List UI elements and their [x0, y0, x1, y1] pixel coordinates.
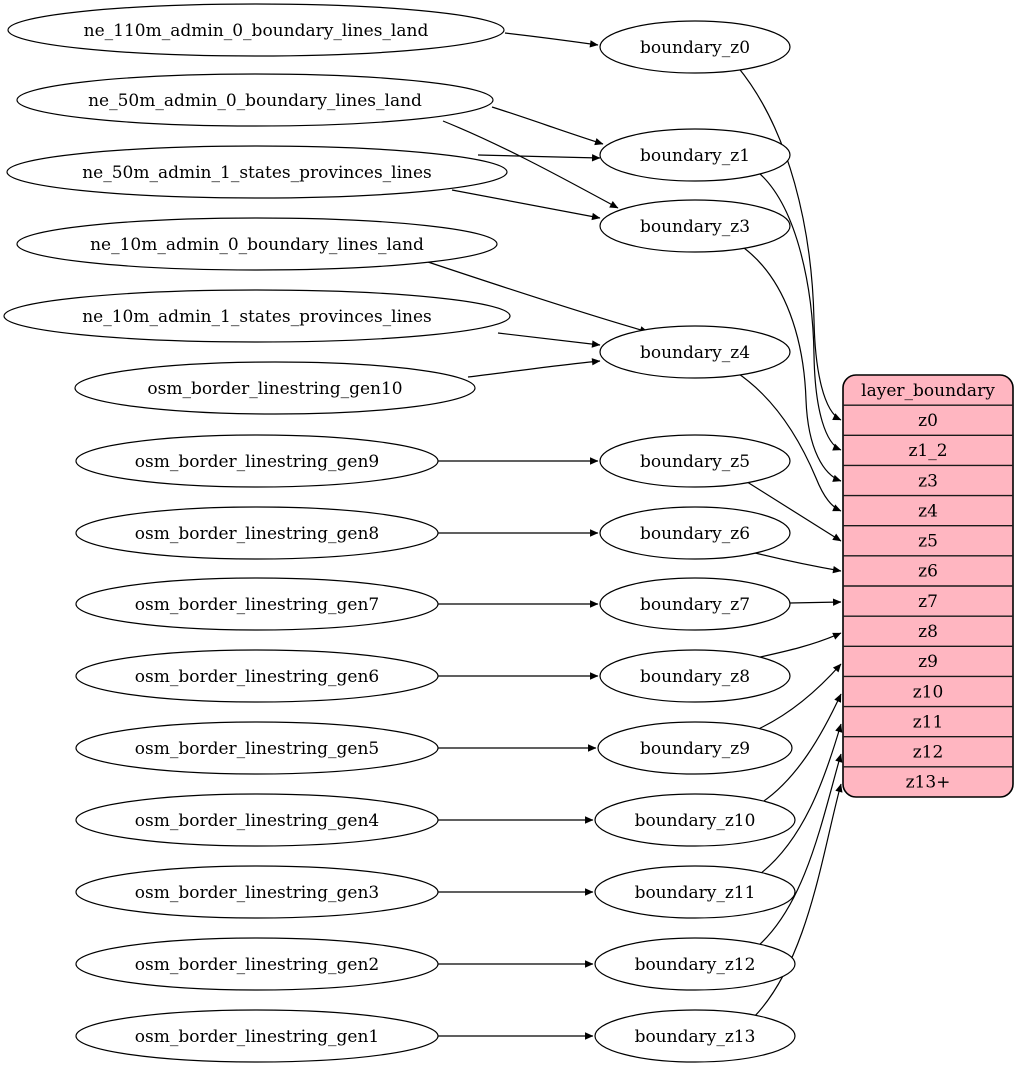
table-row-label-z11: z11: [912, 712, 944, 733]
table-row-label-z13+: z13+: [905, 772, 951, 793]
edge-osm_border_linestring_gen10-to-boundary_z4: [468, 361, 600, 377]
transform-label: boundary_z12: [634, 954, 756, 975]
table-row-label-z12: z12: [912, 742, 944, 763]
table-row-label-z5: z5: [918, 531, 938, 552]
source-label: osm_border_linestring_gen6: [134, 666, 380, 687]
table-row-label-z8: z8: [918, 621, 938, 642]
source-label: ne_110m_admin_0_boundary_lines_land: [83, 20, 429, 41]
edge-boundary_z7-to-z7: [790, 602, 841, 603]
source-node-osm_border_linestring_gen2: [76, 938, 438, 990]
table-layer: [843, 375, 1013, 797]
source-label: osm_border_linestring_gen7: [134, 594, 380, 615]
source-label: ne_10m_admin_0_boundary_lines_land: [90, 234, 424, 255]
transform-node-boundary_z4: [600, 326, 790, 378]
source-label: ne_50m_admin_1_states_provinces_lines: [82, 162, 432, 183]
edge-ne_10m_admin_1_states_provinces_lines-to-boundary_z4: [498, 333, 600, 345]
source-node-ne_10m_admin_1_states_provinces_lines: [4, 290, 510, 342]
transform-label: boundary_z4: [639, 342, 751, 363]
transform-node-boundary_z5: [600, 435, 790, 487]
transform-node-boundary_z12: [595, 938, 795, 990]
source-node-osm_border_linestring_gen7: [76, 578, 438, 630]
source-label: ne_50m_admin_0_boundary_lines_land: [88, 90, 422, 111]
source-node-osm_border_linestring_gen9: [76, 435, 438, 487]
source-node-osm_border_linestring_gen10: [75, 362, 475, 414]
transform-node-boundary_z9: [598, 722, 792, 774]
edge-ne_50m_admin_0_boundary_lines_land-to-boundary_z1: [492, 107, 603, 144]
source-label: osm_border_linestring_gen10: [147, 378, 403, 399]
transform-label: boundary_z0: [639, 37, 751, 58]
source-label: osm_border_linestring_gen3: [134, 882, 380, 903]
source-label: osm_border_linestring_gen5: [134, 738, 380, 759]
source-node-osm_border_linestring_gen1: [76, 1010, 438, 1062]
transform-node-boundary_z8: [600, 650, 790, 702]
source-node-ne_10m_admin_0_boundary_lines_land: [17, 218, 497, 270]
table-row-label-z1_2: z1_2: [908, 441, 948, 462]
transform-label: boundary_z1: [639, 145, 751, 166]
transform-node-boundary_z10: [595, 794, 795, 846]
edge-ne_50m_admin_1_states_provinces_lines-to-boundary_z3: [452, 190, 600, 218]
source-node-osm_border_linestring_gen6: [76, 650, 438, 702]
transform-label: boundary_z7: [639, 594, 751, 615]
source-node-osm_border_linestring_gen4: [76, 794, 438, 846]
nodes-layer: [4, 4, 795, 1062]
edge-boundary_z6-to-z6: [747, 551, 841, 571]
transform-node-boundary_z13: [595, 1010, 795, 1062]
source-node-ne_110m_admin_0_boundary_lines_land: [8, 4, 504, 56]
transform-node-boundary_z7: [600, 578, 790, 630]
table-header-label: layer_boundary: [861, 380, 995, 401]
table-row-label-z10: z10: [912, 682, 944, 703]
transform-node-boundary_z6: [600, 507, 790, 559]
source-node-osm_border_linestring_gen3: [76, 866, 438, 918]
source-node-osm_border_linestring_gen5: [76, 722, 438, 774]
edge-boundary_z12-to-z12: [758, 754, 841, 946]
transform-label: boundary_z8: [639, 666, 751, 687]
source-node-ne_50m_admin_1_states_provinces_lines: [7, 146, 507, 198]
source-label: osm_border_linestring_gen2: [134, 954, 380, 975]
edge-boundary_z8-to-z8: [751, 633, 841, 659]
transform-node-boundary_z3: [600, 200, 790, 252]
transform-label: boundary_z3: [639, 216, 751, 237]
transform-node-boundary_z1: [600, 129, 790, 181]
transform-label: boundary_z5: [639, 451, 751, 472]
source-node-osm_border_linestring_gen8: [76, 507, 438, 559]
table-row-label-z0: z0: [918, 410, 938, 431]
source-label: osm_border_linestring_gen4: [134, 810, 380, 831]
source-label: osm_border_linestring_gen9: [134, 451, 380, 472]
table-row-label-z6: z6: [918, 561, 938, 582]
table-row-label-z9: z9: [918, 652, 938, 673]
transform-label: boundary_z10: [634, 810, 756, 831]
transform-label: boundary_z13: [634, 1026, 756, 1047]
layer-table-node-layer_boundary: [843, 375, 1013, 797]
source-label: ne_10m_admin_1_states_provinces_lines: [82, 306, 432, 327]
transform-label: boundary_z11: [634, 882, 756, 903]
table-row-label-z7: z7: [918, 591, 938, 612]
source-label: osm_border_linestring_gen8: [134, 523, 380, 544]
transform-node-boundary_z0: [600, 21, 790, 73]
transform-label: boundary_z6: [639, 523, 751, 544]
source-node-ne_50m_admin_0_boundary_lines_land: [17, 74, 493, 126]
edge-ne_110m_admin_0_boundary_lines_land-to-boundary_z0: [505, 33, 598, 45]
edge-ne_50m_admin_1_states_provinces_lines-to-boundary_z1: [478, 155, 600, 158]
transform-label: boundary_z9: [639, 738, 751, 759]
table-row-label-z3: z3: [918, 471, 938, 492]
source-label: osm_border_linestring_gen1: [134, 1026, 380, 1047]
table-row-label-z4: z4: [918, 501, 938, 522]
transform-node-boundary_z11: [595, 866, 795, 918]
